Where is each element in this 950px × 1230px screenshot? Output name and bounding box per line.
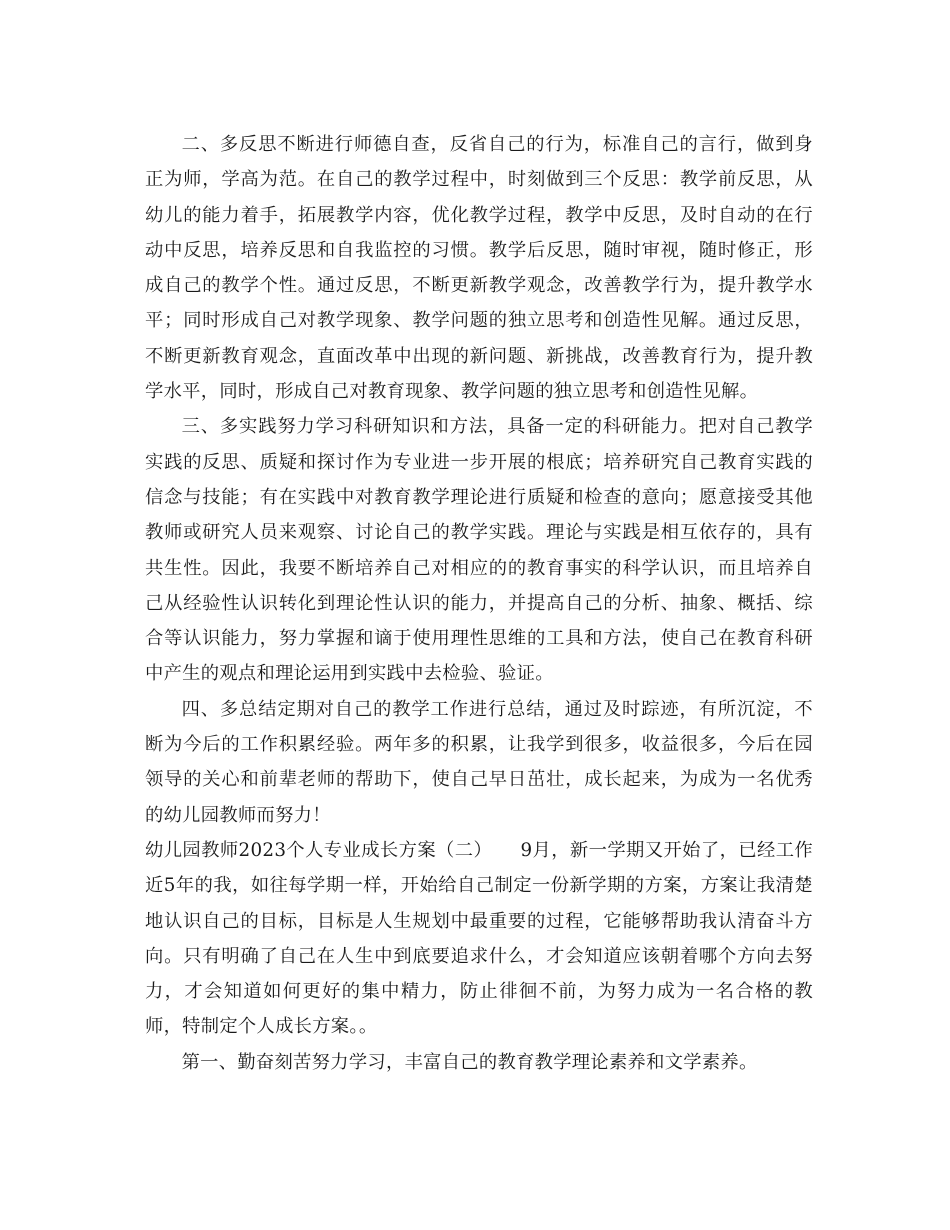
paragraph-summary: 四、多总结定期对自己的教学工作进行总结，通过及时踪迹，有所沉淀，不断为今后的工作积累经验。两年多的积累，让我学到很多，收益很多，今后在园领导的关心和前辈老师的帮助下，使自己早日茁壮，成长起来，为成为一名优秀的幼儿园教师而努力！ [145, 698, 813, 826]
paragraph-practice: 三、多实践努力学习科研知识和方法，具备一定的科研能力。把对自己教学实践的反思、质疑和探讨作为专业进一步开展的根底；培养研究自己教育实践的信念与技能；有在实践中对教育教学理论进行质疑和检查的意向；愿意接受其他教师或研究人员来观察、讨论自己的教学实践。理论与实践是相互依存的，具有共生性。因此，我要不断培养自己对相应的的教育事实的科学认识，而且培养自己从经验性认识转化到理论性认识的能力，并提高自己的分析、抽象、概括、综合等认识能力，努力掌握和谪于使用理性思维的工具和方法，使自己在教育科研中产生的观点和理论运用到实践中去检验、验证。 [145, 416, 813, 685]
document-body [145, 127, 813, 1080]
paragraph-reflection: 二、多反思不断进行师德自查，反省自己的行为，标准自己的言行，做到身正为师，学高为范。在自己的教学过程中，时刻做到三个反思：教学前反思，从幼儿的能力着手，拓展教学内容，优化教学过程，教学中反思，及时自动的在行动中反思，培养反思和自我监控的习惯。教学后反思，随时审视，随时修正，形成自己的教学个性。通过反思，不断更新教学观念，改善教学行为，提升教学水平；同时形成自己对教学现象、教学问题的独立思考和创造性见解。通过反思，不断更新教育观念，直面改革中出现的新问题、新挑战，改善教育行为，提升教学水平，同时，形成自己对教育现象、教学问题的独立思考和创造性见解。 [145, 134, 813, 403]
paragraph-first-point: 第一、勤奋刻苦努力学习，丰富自己的教育教学理论素养和文学素养。 [181, 1051, 758, 1073]
paragraph-plan-two: 幼儿园教师2023个人专业成长方案（二） 9月，新一学期又开始了，已经工作近5年的我，如往每学期一样，开始给自己制定一份新学期的方案，方案让我清楚地认识自己的目标，目标是人生规划中最重要的过程，它能够帮助我认清奋斗方向。只有明确了自己在人生中到底要追求什么，才会知道应该朝着哪个方向去努力，才会知道如何更好的集中精力，防止徘徊不前，为努力成为一名合格的教师，特制定个人成长方案。。 [145, 839, 813, 1038]
